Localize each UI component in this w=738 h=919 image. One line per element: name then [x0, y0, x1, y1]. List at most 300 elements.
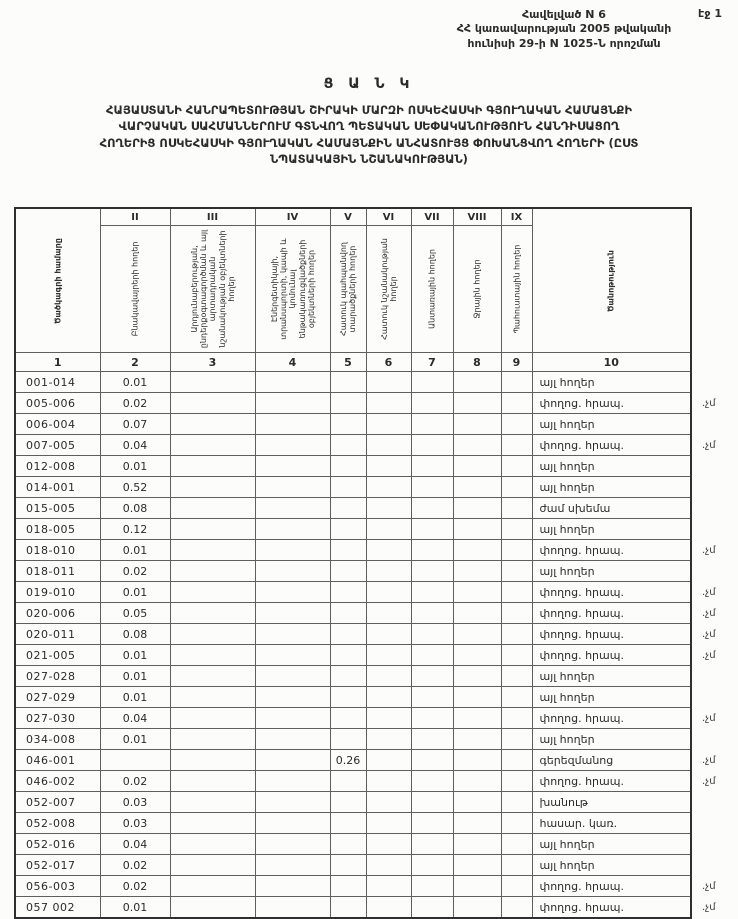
value-cell	[170, 750, 255, 771]
value-cell: 0.02	[100, 393, 170, 414]
value-cell: 0.01	[100, 582, 170, 603]
value-cell	[453, 393, 501, 414]
value-cell	[170, 897, 255, 919]
note-cell: փողոց. հրապ.	[532, 603, 691, 624]
value-cell	[453, 561, 501, 582]
value-cell	[366, 456, 411, 477]
table-row	[15, 813, 737, 834]
value-cell	[330, 477, 366, 498]
note-cell: այլ հողեր	[532, 687, 691, 708]
column-header-note: Ծանոթություն	[532, 208, 691, 353]
code-cell: 014-001	[15, 477, 100, 498]
note-cell: փողոց. հրապ.	[532, 624, 691, 645]
value-cell	[453, 750, 501, 771]
value-cell	[411, 603, 453, 624]
subtitle-line: ՀԱՅԱՍՏԱՆԻ ՀԱՆՐԱՊԵՏՈՒԹՅԱՆ ՇԻՐԱԿԻ ՄԱՐԶԻ ՈՍԿԵՀԱՍԿԻ ԳՅՈՒՂԱԿԱՆ ՀԱՄԱՅՆՔԻ	[106, 103, 632, 117]
value-cell	[366, 393, 411, 414]
column-number-3: 3	[170, 353, 255, 372]
value-cell	[501, 897, 532, 919]
value-cell	[411, 393, 453, 414]
note-cell: խանութ	[532, 792, 691, 813]
note-cell: այլ հողեր	[532, 855, 691, 876]
code-cell: 018-005	[15, 519, 100, 540]
value-cell	[411, 540, 453, 561]
column-header-label: Պահուստային հողեր	[511, 244, 521, 334]
annex-reference	[430, 8, 698, 51]
value-cell	[170, 372, 255, 393]
value-cell	[170, 792, 255, 813]
value-cell	[170, 687, 255, 708]
value-cell	[366, 435, 411, 456]
margin-gutter	[691, 208, 737, 372]
margin-note	[691, 372, 737, 393]
subtitle-line: ՀՈՂԵՐԻՑ ՈՍԿԵՀԱՍԿԻ ԳՅՈՒՂԱԿԱՆ ՀԱՄԱՅՆՔԻՆ ԱՆՀԱՏՈՒՅՑ ՓՈԽԱՆՑՎՈՂ ՀՈՂԵՐԻ (ԸՍՏ	[99, 135, 639, 150]
column-roman-6: VI	[366, 208, 411, 226]
margin-note	[691, 456, 737, 477]
value-cell	[366, 414, 411, 435]
code-cell: 012-008	[15, 456, 100, 477]
value-cell	[170, 519, 255, 540]
table-row	[15, 834, 737, 855]
value-cell: 0.04	[100, 435, 170, 456]
column-header-code: Ծածկագրի համարը	[15, 208, 100, 353]
value-cell	[501, 561, 532, 582]
value-cell	[453, 519, 501, 540]
value-cell: 0.01	[100, 540, 170, 561]
value-cell: 0.03	[100, 792, 170, 813]
value-cell: 0.02	[100, 876, 170, 897]
column-roman-4: IV	[255, 208, 330, 226]
table-row	[15, 603, 737, 624]
value-cell	[330, 729, 366, 750]
table-row	[15, 414, 737, 435]
value-cell	[255, 414, 330, 435]
value-cell	[100, 750, 170, 771]
value-cell	[255, 876, 330, 897]
value-cell	[170, 561, 255, 582]
value-cell	[170, 876, 255, 897]
table-row	[15, 561, 737, 582]
value-cell	[411, 792, 453, 813]
code-cell: 052-008	[15, 813, 100, 834]
margin-note: .չմ	[702, 880, 716, 892]
column-header-3	[170, 226, 255, 353]
value-cell	[453, 456, 501, 477]
value-cell	[255, 813, 330, 834]
column-header-6	[366, 226, 411, 353]
value-cell	[330, 414, 366, 435]
value-cell	[411, 561, 453, 582]
margin-note	[691, 561, 737, 582]
table-row	[15, 540, 737, 561]
value-cell	[453, 897, 501, 919]
value-cell	[170, 855, 255, 876]
value-cell: 0.05	[100, 603, 170, 624]
value-cell	[366, 540, 411, 561]
code-cell: 005-006	[15, 393, 100, 414]
page-number: էջ 1	[698, 7, 722, 20]
value-cell	[366, 729, 411, 750]
value-cell	[366, 813, 411, 834]
value-cell	[330, 456, 366, 477]
column-number-4: 4	[255, 353, 330, 372]
value-cell	[170, 645, 255, 666]
value-cell	[255, 519, 330, 540]
value-cell	[255, 561, 330, 582]
code-cell: 018-011	[15, 561, 100, 582]
value-cell	[501, 666, 532, 687]
value-cell	[255, 372, 330, 393]
code-cell: 046-002	[15, 771, 100, 792]
margin-note	[691, 792, 737, 813]
value-cell	[453, 582, 501, 603]
document-subtitle	[19, 102, 719, 167]
value-cell	[366, 582, 411, 603]
code-cell: 007-005	[15, 435, 100, 456]
value-cell	[255, 666, 330, 687]
value-cell	[255, 834, 330, 855]
value-cell	[366, 624, 411, 645]
margin-note	[691, 687, 737, 708]
value-cell: 0.01	[100, 666, 170, 687]
value-cell	[366, 477, 411, 498]
table-row	[15, 771, 737, 792]
margin-note: .չմ	[702, 775, 716, 787]
value-cell	[501, 729, 532, 750]
table-row	[15, 897, 737, 919]
value-cell	[330, 372, 366, 393]
column-header-7	[411, 226, 453, 353]
value-cell: 0.08	[100, 624, 170, 645]
table-row	[15, 792, 737, 813]
note-cell: փողոց. հրապ.	[532, 771, 691, 792]
note-cell: այլ հողեր	[532, 519, 691, 540]
value-cell	[330, 624, 366, 645]
note-cell: փողոց. հրապ.	[532, 540, 691, 561]
value-cell	[501, 582, 532, 603]
value-cell	[255, 582, 330, 603]
column-header-9	[501, 226, 532, 353]
code-cell: 001-014	[15, 372, 100, 393]
code-cell: 052-016	[15, 834, 100, 855]
value-cell	[411, 771, 453, 792]
value-cell	[411, 498, 453, 519]
note-cell: փողոց. հրապ.	[532, 582, 691, 603]
value-cell	[453, 771, 501, 792]
value-cell	[501, 477, 532, 498]
value-cell	[453, 603, 501, 624]
value-cell	[411, 897, 453, 919]
column-number-6: 6	[366, 353, 411, 372]
value-cell: 0.02	[100, 561, 170, 582]
column-header-label: Բնակավայրերի հողեր	[130, 241, 140, 337]
value-cell	[170, 498, 255, 519]
value-cell: 0.26	[330, 750, 366, 771]
value-cell	[453, 372, 501, 393]
table-row	[15, 687, 737, 708]
margin-note	[691, 666, 737, 687]
value-cell	[453, 708, 501, 729]
value-cell	[170, 813, 255, 834]
table-row	[15, 624, 737, 645]
value-cell	[330, 498, 366, 519]
value-cell	[453, 435, 501, 456]
value-cell	[366, 372, 411, 393]
column-roman-8: VIII	[453, 208, 501, 226]
table-row	[15, 582, 737, 603]
note-cell: փողոց. հրապ.	[532, 897, 691, 919]
code-cell: 006-004	[15, 414, 100, 435]
table-row	[15, 708, 737, 729]
column-header-8	[453, 226, 501, 353]
margin-note: .չմ	[702, 712, 716, 724]
column-header-label: Ջրային հողեր	[472, 259, 482, 319]
value-cell	[170, 771, 255, 792]
value-cell	[255, 498, 330, 519]
table-row	[15, 855, 737, 876]
value-cell	[255, 855, 330, 876]
value-cell	[330, 393, 366, 414]
value-cell	[411, 855, 453, 876]
value-cell	[501, 750, 532, 771]
annex-line: հունիսի 29-ի N 1025-Ն որոշման	[467, 36, 661, 50]
value-cell	[453, 687, 501, 708]
value-cell	[411, 834, 453, 855]
value-cell: 0.03	[100, 813, 170, 834]
table-row	[15, 750, 737, 771]
value-cell	[411, 477, 453, 498]
value-cell	[453, 498, 501, 519]
value-cell: 0.08	[100, 498, 170, 519]
note-cell: այլ հողեր	[532, 456, 691, 477]
value-cell	[411, 813, 453, 834]
note-cell: փողոց. հրապ.	[532, 708, 691, 729]
value-cell: 0.52	[100, 477, 170, 498]
column-roman-5: V	[330, 208, 366, 226]
code-cell: 027-030	[15, 708, 100, 729]
value-cell	[501, 771, 532, 792]
table-body	[15, 372, 737, 919]
value-cell	[366, 876, 411, 897]
column-header-2	[100, 226, 170, 353]
note-cell: ժամ սխեմա	[532, 498, 691, 519]
code-cell: 057 002	[15, 897, 100, 919]
value-cell	[453, 876, 501, 897]
note-cell: փողոց. հրապ.	[532, 393, 691, 414]
margin-note	[691, 498, 737, 519]
value-cell	[366, 603, 411, 624]
value-cell: 0.04	[100, 834, 170, 855]
code-cell: 020-011	[15, 624, 100, 645]
value-cell	[366, 771, 411, 792]
margin-note: .չմ	[702, 901, 716, 913]
value-cell	[255, 729, 330, 750]
column-number-5: 5	[330, 353, 366, 372]
value-cell	[366, 687, 411, 708]
margin-note	[691, 477, 737, 498]
value-cell	[170, 414, 255, 435]
column-number-9: 9	[501, 353, 532, 372]
value-cell	[330, 897, 366, 919]
value-cell	[366, 561, 411, 582]
value-cell	[411, 372, 453, 393]
value-cell	[170, 582, 255, 603]
note-cell: փողոց. հրապ.	[532, 876, 691, 897]
value-cell	[255, 603, 330, 624]
value-cell	[411, 708, 453, 729]
value-cell	[170, 456, 255, 477]
value-cell	[453, 540, 501, 561]
value-cell	[501, 603, 532, 624]
value-cell	[501, 708, 532, 729]
value-cell	[501, 855, 532, 876]
value-cell	[453, 645, 501, 666]
value-cell	[366, 834, 411, 855]
note-cell: գերեզմանոց	[532, 750, 691, 771]
value-cell	[330, 582, 366, 603]
note-cell: փողոց. հրապ.	[532, 435, 691, 456]
value-cell	[255, 540, 330, 561]
value-cell	[366, 792, 411, 813]
value-cell	[330, 771, 366, 792]
value-cell	[501, 645, 532, 666]
value-cell	[366, 750, 411, 771]
value-cell: 0.01	[100, 372, 170, 393]
document-title: Ց Ա Ն Կ	[323, 76, 415, 92]
column-number-2: 2	[100, 353, 170, 372]
column-number-7: 7	[411, 353, 453, 372]
value-cell: 0.01	[100, 645, 170, 666]
value-cell	[411, 687, 453, 708]
value-cell	[366, 666, 411, 687]
value-cell: 0.12	[100, 519, 170, 540]
annex-line: Հավելված N 6	[522, 8, 606, 21]
value-cell	[255, 687, 330, 708]
note-cell: այլ հողեր	[532, 372, 691, 393]
value-cell	[330, 792, 366, 813]
margin-note: .չմ	[702, 439, 716, 451]
value-cell: 0.01	[100, 456, 170, 477]
value-cell	[330, 687, 366, 708]
code-cell: 020-006	[15, 603, 100, 624]
margin-note	[691, 813, 737, 834]
margin-note: .չմ	[702, 397, 716, 409]
column-header-label: Հատուկ պահպանվող տարածքների հողեր	[338, 242, 357, 336]
note-cell: այլ հողեր	[532, 666, 691, 687]
code-cell: 046-001	[15, 750, 100, 771]
value-cell	[255, 897, 330, 919]
value-cell	[501, 876, 532, 897]
column-header-label: Անտառային հողեր	[427, 249, 437, 329]
code-cell: 027-028	[15, 666, 100, 687]
value-cell	[170, 393, 255, 414]
value-cell: 0.02	[100, 855, 170, 876]
table-row	[15, 498, 737, 519]
value-cell	[330, 540, 366, 561]
value-cell	[411, 519, 453, 540]
value-cell	[255, 393, 330, 414]
value-cell	[330, 708, 366, 729]
note-cell: այլ հողեր	[532, 834, 691, 855]
value-cell	[170, 603, 255, 624]
table-row	[15, 729, 737, 750]
value-cell	[366, 897, 411, 919]
table-row	[15, 372, 737, 393]
value-cell	[255, 771, 330, 792]
margin-note	[691, 834, 737, 855]
value-cell	[255, 624, 330, 645]
column-header-4	[255, 226, 330, 353]
value-cell	[501, 813, 532, 834]
code-cell: 052-017	[15, 855, 100, 876]
value-cell	[170, 435, 255, 456]
column-header-label: Արդյունաբերության, ընդերքօգտագործման և այլ արտադրական նշանակության օբյեկտների հողեր	[189, 229, 236, 349]
value-cell	[366, 855, 411, 876]
value-cell	[366, 519, 411, 540]
value-cell	[501, 372, 532, 393]
column-header-5	[330, 226, 366, 353]
value-cell	[453, 813, 501, 834]
margin-note	[691, 414, 737, 435]
margin-note	[691, 855, 737, 876]
value-cell	[501, 792, 532, 813]
code-cell: 027-029	[15, 687, 100, 708]
value-cell	[411, 729, 453, 750]
value-cell: 0.07	[100, 414, 170, 435]
code-cell: 052-007	[15, 792, 100, 813]
value-cell	[411, 876, 453, 897]
table-row	[15, 435, 737, 456]
value-cell	[330, 561, 366, 582]
value-cell: 0.04	[100, 708, 170, 729]
margin-note: .չմ	[702, 628, 716, 640]
value-cell	[170, 477, 255, 498]
value-cell: 0.01	[100, 897, 170, 919]
table-row	[15, 876, 737, 897]
value-cell	[501, 687, 532, 708]
column-roman-9: IX	[501, 208, 532, 226]
margin-note: .չմ	[702, 586, 716, 598]
value-cell	[411, 624, 453, 645]
value-cell	[453, 834, 501, 855]
value-cell	[330, 876, 366, 897]
value-cell	[501, 456, 532, 477]
value-cell	[255, 645, 330, 666]
column-roman-3: III	[170, 208, 255, 226]
column-header-label: Հատուկ նշանակության հողեր	[379, 238, 398, 340]
value-cell	[501, 414, 532, 435]
value-cell	[453, 477, 501, 498]
value-cell	[255, 477, 330, 498]
annex-line: ՀՀ կառավարության 2005 թվականի	[456, 22, 672, 36]
column-roman-7: VII	[411, 208, 453, 226]
value-cell	[170, 834, 255, 855]
value-cell	[255, 792, 330, 813]
value-cell	[453, 792, 501, 813]
value-cell	[411, 414, 453, 435]
subtitle-line: ՆՊԱՏԱԿԱՅԻՆ ՆՇԱՆԱԿՈՒԹՅԱՆ)	[270, 151, 468, 166]
land-transfer-table	[14, 207, 737, 919]
margin-note: .չմ	[702, 649, 716, 661]
margin-note: .չմ	[702, 607, 716, 619]
note-cell: հասար. կառ.	[532, 813, 691, 834]
code-cell: 018-010	[15, 540, 100, 561]
note-cell: այլ հողեր	[532, 561, 691, 582]
margin-note: .չմ	[702, 754, 716, 766]
table-row	[15, 393, 737, 414]
value-cell	[411, 645, 453, 666]
table-row	[15, 666, 737, 687]
